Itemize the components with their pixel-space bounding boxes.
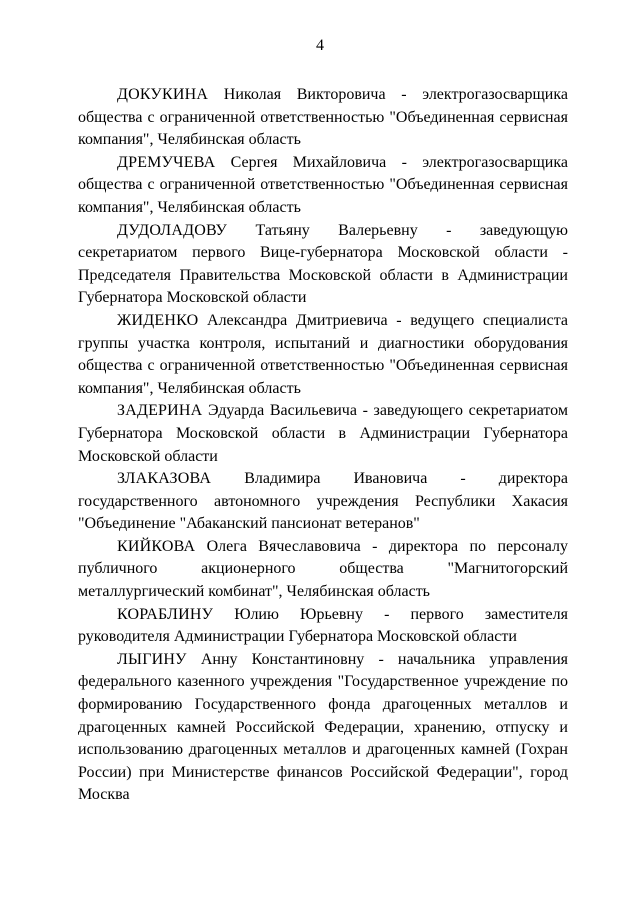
entry-surname: ЗАДЕРИНА [117,402,203,420]
entry-zhidenko [78,310,568,400]
entry-zaderin [78,400,568,468]
entry-surname: ЛЫГИНУ [117,650,187,668]
entry-kiykov [78,536,568,604]
entry-dokukin [78,84,568,152]
entry-korablina [78,604,568,649]
entry-surname: ДРЕМУЧЕВА [117,153,216,171]
entry-surname: ДОКУКИНА [117,86,209,103]
entry-text: Олега Вячеславовича - директора по персоналу публичного акционерного общества "Магнитогорский металлургический комбинат", Челябинская область [78,537,568,601]
entry-zlakazov [78,468,568,536]
entry-text: Александра Дмитриевича - ведущего специалиста группы участка контроля, испытаний и диагностики оборудования общества с ограниченной ответственностью "Объединенная сервисная компания", Челябинская область [78,311,568,397]
entry-lygina [78,649,568,807]
entry-text: Владимира Ивановича - директора государственного автономного учреждения Республики Хакасия "Объединение "Абаканский пансионат ветеранов" [78,470,568,533]
award-list [78,84,568,807]
entry-surname: КИЙКОВА [117,537,196,555]
entry-text: Юлию Юрьевну - первого заместителя руководителя Администрации Губернатора Московской области [78,605,568,646]
page-number: 4 [316,37,324,54]
entry-surname: ДУДОЛАДОВУ [117,221,228,239]
entry-text: Анну Константиновну - начальника управления федерального казенного учреждения "Государственное учреждение по формированию Государственного фонда драгоценных металлов и драгоценных камней Российской Федерации, хранению, отпуску и использованию драгоценных металлов и драгоценных камней (Гохран России) при Министерстве финансов Российской Федерации", город Москва [78,650,568,804]
entry-text: Сергея Михайловича - электрогазосварщика общества с ограниченной ответственностью "Объединенная сервисная компания", Челябинская область [78,153,568,216]
entry-dudoladova [78,220,568,310]
entry-dremuchev [78,152,568,220]
entry-surname: ЗЛАКАЗОВА [117,470,212,488]
entry-text: Татьяну Валерьевну - заведующую секретариатом первого Вице-губернатора Московской области - Председателя Правительства Московской области в Администрации Губернатора Московской области [78,221,568,307]
entry-text: Эдуарда Васильевича - заведующего секретариатом Губернатора Московской области в Администрации Губернатора Московской области [78,402,568,465]
entry-text: Николая Викторовича - электрогазосварщика общества с ограниченной ответственностью "Объединенная сервисная компания", Челябинская область [78,86,568,149]
entry-surname: КОРАБЛИНУ [117,605,214,623]
entry-surname: ЖИДЕНКО [117,311,199,329]
